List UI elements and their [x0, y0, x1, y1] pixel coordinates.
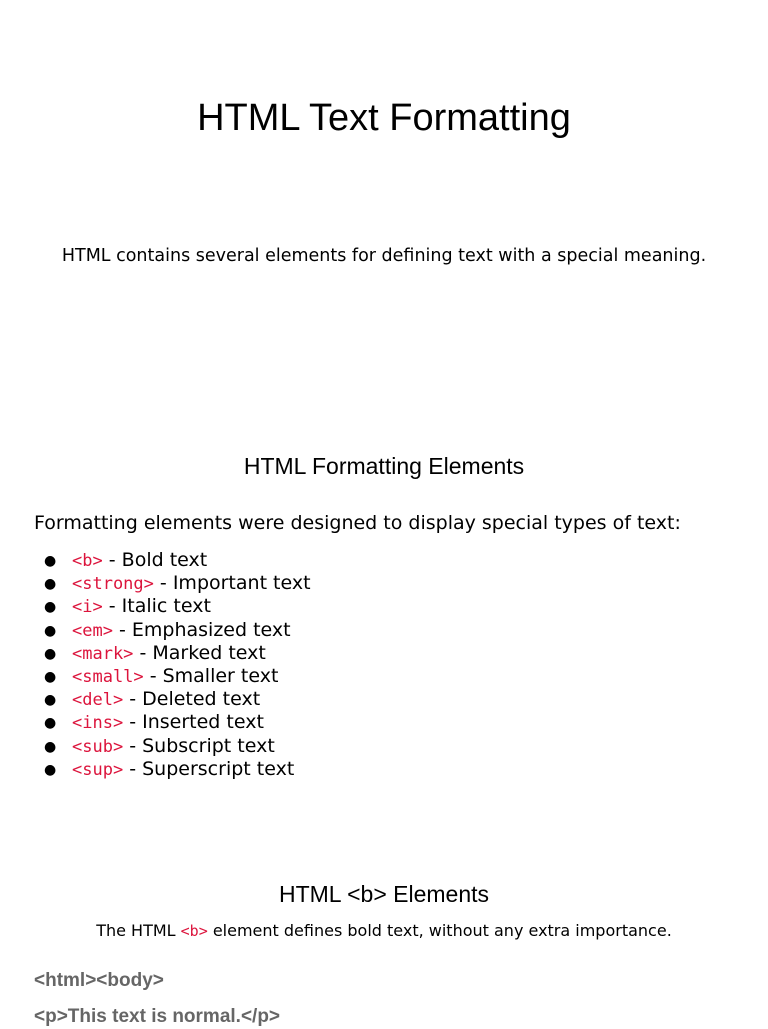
- element-description: - Italic text: [102, 595, 211, 618]
- element-description: - Deleted text: [123, 688, 261, 711]
- element-tag: <i>: [72, 597, 103, 618]
- element-description: - Emphasized text: [112, 618, 291, 641]
- element-description: - Marked text: [133, 641, 266, 664]
- bullet-icon: ●: [44, 622, 57, 639]
- b-desc-after: element defines bold text, without any extra importance.: [207, 921, 672, 940]
- bullet-icon: ●: [44, 761, 57, 778]
- element-tag: <b>: [72, 551, 103, 571]
- element-description: - Important text: [153, 572, 311, 595]
- element-tag: <sub>: [72, 736, 124, 757]
- formatting-elements-heading: HTML Formatting Elements: [243, 453, 525, 479]
- page-title: HTML Text Formatting: [197, 97, 571, 139]
- list-item: [0, 642, 311, 665]
- element-description: - Superscript text: [123, 757, 295, 780]
- bullet-icon: ●: [44, 599, 57, 616]
- element-tag: <del>: [72, 690, 124, 711]
- code-line: <html><body>: [34, 970, 164, 991]
- element-tag: <strong>: [72, 574, 154, 595]
- bullet-icon: ●: [44, 645, 57, 662]
- list-item: [0, 572, 311, 595]
- element-description: - Inserted text: [123, 711, 264, 734]
- element-tag: <em>: [72, 620, 113, 641]
- code-line: <p>This text is normal.</p>: [34, 1006, 281, 1027]
- list-item: [0, 619, 311, 642]
- b-element-description: [0, 920, 768, 942]
- list-item: [0, 595, 311, 618]
- b-desc-tag: <b>: [180, 922, 208, 940]
- element-description: - Bold text: [102, 549, 208, 571]
- list-item: [0, 665, 311, 688]
- bullet-icon: ●: [44, 692, 57, 709]
- list-item: [0, 549, 311, 572]
- formatting-lead-paragraph: Formatting elements were designed to display special types of text:: [34, 512, 681, 534]
- element-description: - Subscript text: [123, 734, 275, 757]
- element-tag: <ins>: [72, 713, 124, 734]
- element-description: - Smaller text: [143, 664, 279, 687]
- list-item: [0, 758, 311, 781]
- formatting-elements-list: [0, 549, 311, 781]
- bullet-icon: ●: [44, 576, 57, 593]
- bullet-icon: ●: [44, 553, 57, 569]
- element-tag: <small>: [72, 666, 144, 687]
- bullet-icon: ●: [44, 715, 57, 732]
- intro-paragraph: HTML contains several elements for defining text with a special meaning.: [61, 246, 707, 266]
- bullet-icon: ●: [44, 668, 57, 685]
- list-item: [0, 711, 311, 734]
- element-tag: <sup>: [72, 759, 124, 780]
- b-element-heading: HTML <b> Elements: [278, 881, 490, 907]
- bullet-icon: ●: [44, 738, 57, 755]
- list-item: [0, 688, 311, 711]
- b-desc-before: The HTML: [96, 921, 181, 940]
- list-item: [0, 735, 311, 758]
- element-tag: <mark>: [72, 643, 134, 664]
